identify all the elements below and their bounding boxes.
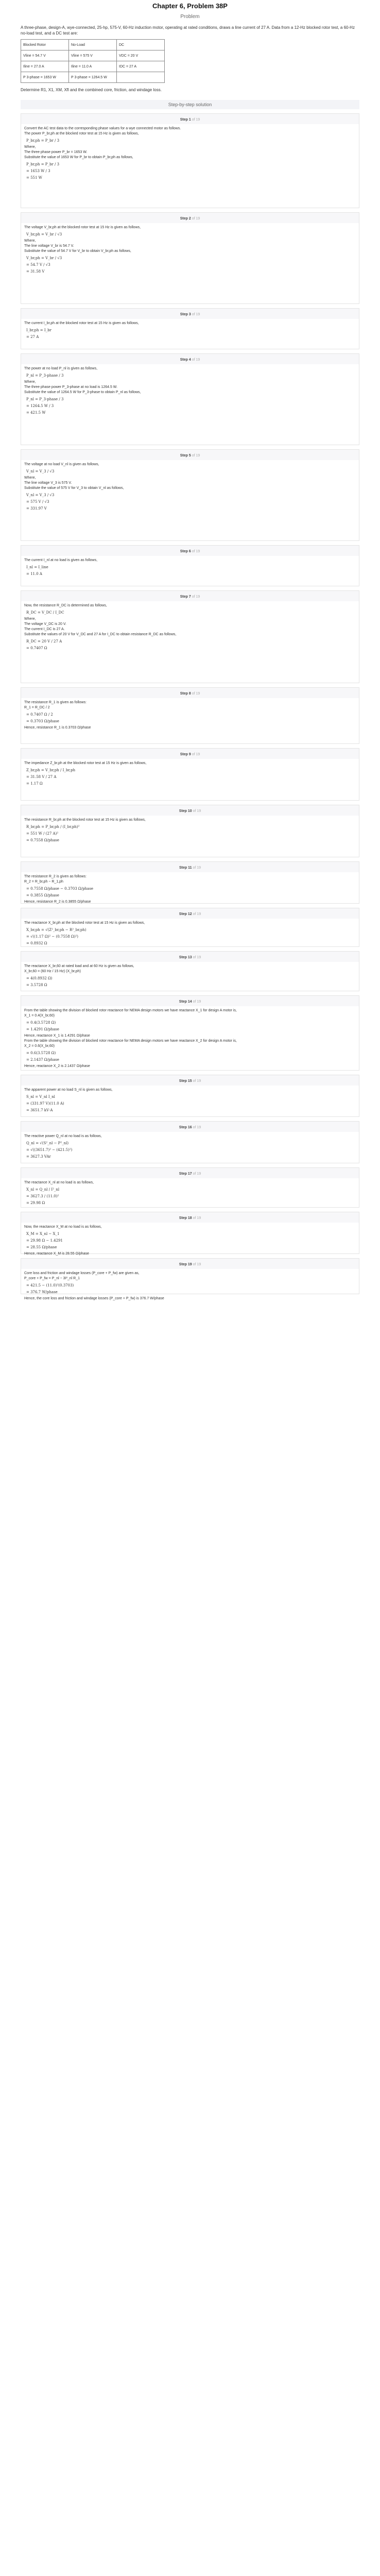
step-text: The current I_DC is 27 A. [24,628,65,631]
table-row [21,72,165,83]
equation-line: = 421.5 − (11.0)²(0.3703) [26,1283,74,1287]
step-header [21,952,359,962]
step-text: X_2 = 0.6(X_br,60) [24,1044,55,1048]
step-card [21,353,359,445]
step-card [21,113,359,208]
step-text: Now, the resistance R_DC is determined as follows, [24,604,107,607]
step-count: of 19 [192,550,200,553]
equation-line: = 54.7 V / √3 [26,263,50,267]
step-text: Substitute the values of 20 V for V_DC and 27 A for I_DC to obtain resistance R_DC as follows, [24,633,177,636]
equation-line: = 0.4(3.5728 Ω) [26,1021,56,1025]
step-count: of 19 [193,1126,201,1129]
page-title: Chapter 6, Problem 38P [152,2,228,10]
equation-line: = 11.0 A [26,572,42,576]
step-label: Step 16 [179,1126,193,1129]
equation-line: = 0.6(3.5728 Ω) [26,1051,56,1055]
step-body [21,759,359,786]
step-label: Step 8 [180,692,192,696]
table-cell: P 3-phase = 1653 W [21,72,69,83]
equation-line: = 28.55 Ω/phase [26,1245,57,1249]
table-cell: No-Load [69,40,117,50]
step-text: Substitute the value of 1653 W for P_br to obtain P_br,ph as follows, [24,156,133,159]
step-header [21,309,359,319]
equation-line: R_DC = 20 V / 27 A [26,639,62,643]
step-count: of 19 [192,118,200,122]
table-cell: VDC = 20 V [117,50,165,61]
step-card [21,805,359,857]
equation-line: X_nl = Q_nl / I²_nl [26,1188,60,1192]
step-count: of 19 [193,1172,201,1176]
step-body [21,1006,359,1069]
equation-line: P_br,ph = P_br / 3 [26,139,60,143]
step-header [21,1168,359,1178]
equation-line: V_nl = V_3 / √3 [26,493,55,497]
step-header [21,1259,359,1269]
step-count: of 19 [193,1216,201,1220]
table-cell: Vline = 575 V [69,50,117,61]
equation-line: I_br,ph = I_br [26,328,51,332]
step-card [21,545,359,586]
equation-line: = 31.58 V / 27 A [26,775,57,779]
equation-line: = 0.7407 Ω [26,646,47,650]
equation-line: = 3.5728 Ω [26,983,47,987]
equation-line: = 331.97 V [26,506,47,511]
equation-line: V_nl = V_3 / √3 [26,469,55,473]
step-body [21,919,359,946]
step-card [21,951,359,991]
equation-line: P_nl = P_3-phase / 3 [26,397,64,401]
step-body [21,364,359,415]
step-label: Step 12 [179,912,193,916]
step-text: The apparent power at no load S_nl is given as follows, [24,1088,113,1092]
given-data-table [21,39,165,83]
table-cell: Blocked Rotor [21,40,69,50]
step-card [21,861,359,904]
step-text: The reactance X_br,ph at the blocked rotor test at 15 Hz is given as follows, [24,921,145,925]
step-label: Step 5 [180,454,192,457]
equation-line: = 31.58 V [26,269,45,274]
step-card [21,1167,359,1208]
step-header [21,908,359,919]
equation-line: = 4(0.8932 Ω) [26,976,53,980]
step-text: Where, [24,617,36,621]
step-body [21,698,359,731]
equation-line: = 575 V / √3 [26,500,49,504]
step-count: of 19 [192,595,200,599]
step-body [21,124,359,180]
step-body [21,460,359,511]
step-count: of 19 [193,956,201,959]
table-cell: Vline = 54.7 V [21,50,69,61]
step-header [21,354,359,364]
table-row [21,61,165,72]
equation-line: Z_br,ph = V_br,ph / I_br,ph [26,768,76,772]
step-text: Substitute the value of 1264.5 W for P_3-phase to obtain P_nl as follows, [24,391,141,394]
table-row [21,50,165,61]
equation-line: R_DC = V_DC / I_DC [26,611,64,615]
step-header [21,862,359,872]
step-body [21,1269,359,1301]
step-text: From the table showing the division of blocked rotor reactance for NEMA design motors we have reactance X_1 for design A motor is, [24,1009,237,1012]
step-header [21,996,359,1006]
step-header [21,546,359,556]
step-body [21,816,359,843]
step-text: The reactance X_nl at no load is as follows, [24,1181,94,1184]
step-header [21,688,359,698]
equation-line: = 0.3855 Ω/phase [26,893,59,897]
step-text: Where, [24,476,36,480]
step-text: Hence, reactance X_1 is 1.4291 Ω/phase [24,1034,90,1038]
step-text: Now, the reactance X_M at no load is as follows, [24,1225,102,1229]
step-text: Substitute the value of 575 V for V_3 to obtain V_nl as follows, [24,486,124,490]
step-text: Substitute the value of 54.7 V for V_br to obtain V_br,ph as follows, [24,249,131,253]
step-card [21,1258,359,1300]
step-text: Convert the AC test data to the corresponding phase values for a wye connected motor as follows. [24,127,181,130]
step-label: Step 19 [179,1263,193,1266]
equation-line: = 3627.3 / (11.0)² [26,1194,59,1198]
step-label: Step 17 [179,1172,193,1176]
step-count: of 19 [193,1079,201,1083]
step-card [21,449,359,541]
step-body [21,601,359,651]
step-card [21,590,359,683]
step-text: R_2 = R_br,ph − R_1,ph [24,880,63,884]
step-text: Hence, resistance R_2 is 0.3855 Ω/phase [24,900,91,904]
step-header [21,591,359,601]
equation-line: = 3627.3 VAr [26,1155,51,1159]
section-subtitle: Problem [180,14,200,20]
equation-line: P_br,ph = P_br / 3 [26,162,60,166]
step-text: Hence, the core loss and friction and windage losses (P_core + P_fw) is 376.7 W/phase [24,1297,164,1300]
step-text: P_core + P_fw = P_nl − 3I²_nl R_1 [24,1277,80,1280]
step-header [21,213,359,223]
step-body [21,962,359,988]
step-text: Core loss and friction and windage losses (P_core + P_fw) are given as, [24,1272,140,1275]
step-text: From the table showing the division of blocked rotor reactance for NEMA design motors we have reactance X_2 for design A motor is, [24,1039,237,1043]
step-label: Step 7 [180,595,192,599]
step-text: The resistance R_2 is given as follows: [24,875,87,878]
equation-line: = 0.3703 Ω/phase [26,719,59,723]
equation-line: P_nl = P_3-phase / 3 [26,374,64,378]
step-count: of 19 [193,809,201,813]
equation-line: = 551 W [26,176,42,180]
step-text: The line voltage V_3 is 575 V. [24,481,72,485]
step-text: The reactive power Q_nl at no load is as follows, [24,1134,102,1138]
step-body [21,319,359,340]
step-label: Step 9 [180,753,192,756]
table-cell: Iline = 11.0 A [69,61,117,72]
step-count: of 19 [193,912,201,916]
step-text: X_1 = 0.4(X_br,60) [24,1014,55,1018]
step-count: of 19 [192,217,200,221]
step-card [21,1075,359,1117]
step-count: of 19 [193,1263,201,1266]
steps-list [0,113,380,1300]
step-label: Step 13 [179,956,193,959]
table-cell: IDC = 27 A [117,61,165,72]
equation-line: = 1264.5 W / 3 [26,404,54,408]
equation-line: V_br,ph = V_br / √3 [26,256,62,260]
step-body [21,1223,359,1257]
step-text: The power at no load P_nl is given as follows, [24,367,98,370]
step-text: Where, [24,380,36,384]
equation-line: = 29.98 Ω − 1.4291 [26,1239,63,1243]
equation-line: = 0.7558 Ω/phase − 0.3703 Ω/phase [26,887,93,891]
step-by-step-header: Step-by-step solution [21,100,359,109]
step-text: The resistance R_br,ph at the blocked rotor test at 15 Hz is given as follows, [24,818,146,822]
step-count: of 19 [192,454,200,457]
step-label: Step 4 [180,358,192,362]
equation-line: = 0.8932 Ω [26,941,47,945]
equation-line: X_br,ph = √(Z²_br,ph − R²_br,ph) [26,928,87,932]
step-body [21,1132,359,1159]
step-text: The reactance X_br,60 at rated load and at 60 Hz is given as follows, [24,964,134,968]
equation-line: = 376.7 W/phase [26,1290,58,1294]
table-cell: Iline = 27.0 A [21,61,69,72]
equation-line: = 551 W / (27 A)² [26,832,59,836]
equation-line: = (331.97 V)(11.0 A) [26,1101,64,1106]
step-text: Hence, reactance X_M is 28.55 Ω/phase [24,1252,89,1256]
equation-line: X_M = X_nl − X_1 [26,1232,60,1236]
equation-line: = 1653 W / 3 [26,169,50,173]
equation-line: = 27 A [26,335,39,339]
step-count: of 19 [193,866,201,870]
step-header [21,1075,359,1086]
step-label: Step 18 [179,1216,193,1220]
step-header [21,114,359,124]
problem-determine: Determine R1, X1, XM, Xfl and the combined core, friction, and windage loss. [21,88,162,92]
problem-statement [21,25,359,93]
equation-line: R_br,ph = P_br,ph / (I_br,ph)² [26,825,80,829]
step-label: Step 3 [180,313,192,316]
step-count: of 19 [192,313,200,316]
step-label: Step 2 [180,217,192,221]
step-text: Hence, reactance X_2 is 2.1437 Ω/phase [24,1064,90,1068]
step-text: Where, [24,239,36,243]
table-row [21,40,165,50]
step-text: The three phase power P_3-phase at no load is 1264.5 W. [24,385,117,389]
step-text: The voltage V_br,ph at the blocked rotor test at 15 Hz is given as follows, [24,226,141,229]
step-header [21,749,359,759]
equation-line: = 421.5 W [26,411,46,415]
equation-line: = √((1.17 Ω)² − (0.7558 Ω)²) [26,935,79,939]
step-label: Step 15 [179,1079,193,1083]
table-cell: DC [117,40,165,50]
step-text: X_br,60 = (60 Hz / 15 Hz) (X_br,ph) [24,970,81,973]
step-text: The voltage V_DC is 20 V. [24,622,66,626]
step-card [21,748,359,801]
step-count: of 19 [192,692,200,696]
step-text: Hence, resistance R_1 is 0.3703 Ω/phase [24,726,91,730]
step-header [21,805,359,816]
equation-line: Q_nl = √(S²_nl − P²_nl) [26,1141,69,1145]
equation-line: = 0.7407 Ω / 2 [26,713,53,717]
step-body [21,1178,359,1206]
step-text: Where, [24,145,36,149]
step-label: Step 1 [180,118,192,122]
step-body [21,556,359,577]
step-text: The current I_nl at no load is given as follows, [24,558,98,562]
equation-line: = 3651.7 kV·A [26,1108,53,1112]
step-count: of 19 [193,1000,201,1004]
equation-line: V_br,ph = V_br / √3 [26,232,62,236]
step-text: The three phase power P_br = 1653 W. [24,150,88,154]
step-header [21,1122,359,1132]
step-text: The resistance R_1 is given as follows: [24,701,87,704]
equation-line: = 1.4291 Ω/phase [26,1027,59,1031]
step-card [21,1212,359,1254]
step-card [21,687,359,744]
step-label: Step 6 [180,550,192,553]
equation-line: = 29.98 Ω [26,1201,45,1205]
equation-line: = 0.7558 Ω/phase [26,838,59,842]
step-label: Step 14 [179,1000,193,1004]
step-label: Step 11 [179,866,193,870]
step-card [21,908,359,947]
equation-line: = √((3651.7)² − (421.5)²) [26,1148,73,1152]
problem-text: A three-phase, design-A, wye-connected, 25-hp, 575-V, 60-Hz induction motor, operating at rated conditions, draws a line current of 27 A. Data from a 12-Hz blocked rotor test, a 60-Hz no-load test, and a DC test are: [21,25,355,36]
table-cell: P 3-phase = 1264.5 W [69,72,117,83]
step-text: The line voltage V_br is 54.7 V. [24,244,74,248]
step-text: The power P_br,ph at the blocked rotor test at 15 Hz is given as follows, [24,132,139,135]
equation-line: I_nl = I_line [26,565,48,569]
step-card [21,308,359,349]
step-body [21,1086,359,1113]
step-body [21,872,359,905]
step-card [21,1121,359,1163]
step-text: The current I_br,ph at the blocked rotor test at 15 Hz is given as follows, [24,321,139,325]
table-cell [117,72,165,83]
step-count: of 19 [192,753,200,756]
step-header [21,1212,359,1223]
step-count: of 19 [192,358,200,362]
step-header [21,450,359,460]
step-card [21,995,359,1071]
step-text: The impedance Z_br,ph at the blocked rotor test at 15 Hz is given as follows, [24,761,147,765]
equation-line: = 2.1437 Ω/phase [26,1058,59,1062]
step-card [21,212,359,304]
equation-line: S_nl = V_nl I_nl [26,1095,55,1099]
step-body [21,223,359,274]
step-label: Step 10 [179,809,193,813]
step-text: R_1 = R_DC / 2 [24,706,50,709]
equation-line: = 1.17 Ω [26,782,43,786]
solution-page [0,2,380,2576]
step-text: The voltage at no load V_nl is given as follows, [24,463,99,466]
